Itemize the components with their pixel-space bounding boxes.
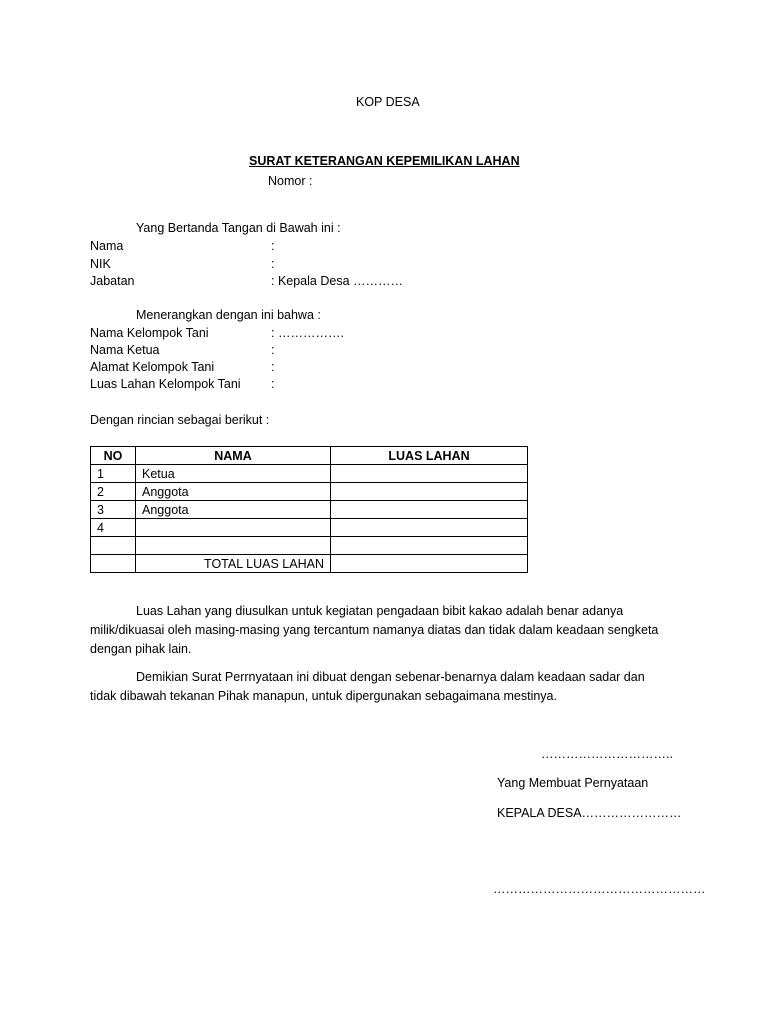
signature-maker: Yang Membuat Pernyataan — [497, 776, 649, 790]
field-label: Nama — [90, 239, 124, 253]
cell-luas — [331, 501, 528, 519]
cell-no — [91, 537, 136, 555]
land-table — [90, 446, 528, 573]
cell-no: 1 — [91, 465, 136, 483]
paragraph-closing-rest: tidak dibawah tekanan Pihak manapun, untuk dipergunakan sebagaimana mestinya. — [90, 689, 557, 703]
detail-intro: Dengan rincian sebagai berikut : — [90, 413, 270, 427]
field-value: : — [271, 257, 275, 271]
nomor-label: Nomor : — [268, 174, 313, 188]
signature-position: KEPALA DESA…………………… — [497, 806, 682, 820]
cell-nama — [136, 537, 331, 555]
cell-nama — [136, 519, 331, 537]
field-label: Luas Lahan Kelompok Tani — [90, 377, 241, 391]
cell-nama: Anggota — [136, 501, 331, 519]
header-nama: NAMA — [136, 447, 331, 465]
cell-no — [91, 555, 136, 573]
total-value — [331, 555, 528, 573]
table-total-row — [91, 555, 528, 573]
header-luas-lahan: LUAS LAHAN — [331, 447, 528, 465]
paragraph-closing — [90, 668, 660, 706]
table-row — [91, 465, 528, 483]
field-label: NIK — [90, 257, 111, 271]
signer-intro: Yang Bertanda Tangan di Bawah ini : — [136, 221, 341, 235]
table-row — [91, 483, 528, 501]
cell-luas — [331, 465, 528, 483]
cell-luas — [331, 537, 528, 555]
field-value: : — [271, 377, 275, 391]
header-no: NO — [91, 447, 136, 465]
cell-nama: Ketua — [136, 465, 331, 483]
table-header-row — [91, 447, 528, 465]
cell-nama: Anggota — [136, 483, 331, 501]
declaration-intro: Menerangkan dengan ini bahwa : — [136, 308, 321, 322]
cell-luas — [331, 519, 528, 537]
field-label: Alamat Kelompok Tani — [90, 360, 215, 374]
total-label: TOTAL LUAS LAHAN — [136, 555, 331, 573]
field-value: : Kepala Desa ………… — [271, 274, 403, 288]
field-value: : ……………. — [271, 326, 344, 340]
document-title: SURAT KETERANGAN KEPEMILIKAN LAHAN — [249, 154, 520, 168]
cell-no: 3 — [91, 501, 136, 519]
kop-desa: KOP DESA — [356, 95, 420, 109]
cell-no: 4 — [91, 519, 136, 537]
field-value: : — [271, 239, 275, 253]
table-row — [91, 519, 528, 537]
paragraph-statement — [90, 602, 660, 659]
field-label: Nama Ketua — [90, 343, 160, 357]
signature-name-line: …………………………………………… — [493, 882, 706, 896]
cell-no: 2 — [91, 483, 136, 501]
cell-luas — [331, 483, 528, 501]
field-value: : — [271, 343, 275, 357]
place-date-line: ………………………….. — [541, 747, 673, 761]
table-row — [91, 537, 528, 555]
paragraph-statement-first: Luas Lahan yang diusulkan untuk kegiatan pengadaan bibit kakao adalah benar adanya — [136, 604, 624, 618]
paragraph-statement-rest: milik/dikuasai oleh masing-masing yang tercantum namanya diatas dan tidak dalam keadaan sengketa dengan pihak lain. — [90, 623, 659, 656]
paragraph-closing-first: Demikian Surat Perrnyataan ini dibuat dengan sebenar-benarnya dalam keadaan sadar dan — [136, 670, 645, 684]
field-label: Jabatan — [90, 274, 135, 288]
table-row — [91, 501, 528, 519]
field-label: Nama Kelompok Tani — [90, 326, 209, 340]
field-value: : — [271, 360, 275, 374]
